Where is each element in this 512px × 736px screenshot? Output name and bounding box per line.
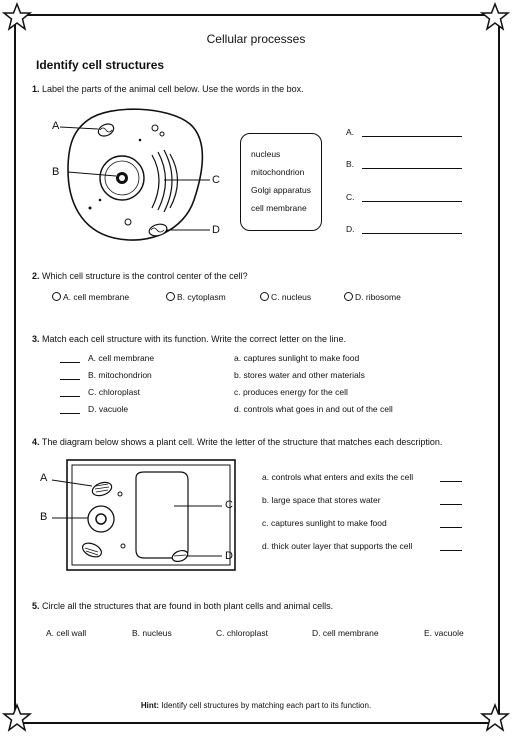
choice-b[interactable]: B. nucleus [132, 628, 172, 638]
answer-line-b[interactable] [362, 168, 462, 169]
radio-circle-icon[interactable] [166, 292, 175, 301]
question-text: Match each cell structure with its function. Write the correct letter on the line. [42, 334, 346, 344]
question-3 [32, 334, 346, 344]
answer-label-d: D. [346, 224, 355, 234]
match-structure: C. chloroplast [88, 387, 140, 397]
diagram-label-d: D [212, 224, 220, 236]
star-icon [480, 2, 510, 32]
question-5 [32, 601, 333, 611]
question-number: 1. [32, 84, 40, 94]
choice-e[interactable]: E. vacuole [424, 628, 464, 638]
star-icon [2, 2, 32, 32]
match-answer-line[interactable] [60, 396, 80, 397]
hint-text: Identify cell structures by matching each part to its function. [161, 701, 372, 710]
radio-circle-icon[interactable] [52, 292, 61, 301]
answer-line-c[interactable] [362, 201, 462, 202]
question-text: The diagram below shows a plant cell. Write the letter of the structure that matches each description. [41, 437, 443, 447]
radio-circle-icon[interactable] [344, 292, 353, 301]
word-box-item: Golgi apparatus [251, 185, 312, 195]
radio-circle-icon[interactable] [260, 292, 269, 301]
question-number: 4. [32, 437, 40, 447]
plant-description: a. controls what enters and exits the cell [262, 472, 414, 482]
plant-description: c. captures sunlight to make food [262, 518, 387, 528]
plant-answer-line[interactable] [440, 550, 462, 551]
answer-line-d[interactable] [362, 233, 462, 234]
match-function: d. controls what goes in and out of the cell [234, 404, 393, 414]
word-box [240, 133, 322, 231]
question-text: Circle all the structures that are found in both plant cells and animal cells. [42, 601, 334, 611]
match-function: a. captures sunlight to make food [234, 353, 360, 363]
diagram-label-b: B [52, 166, 60, 178]
match-structure: D. vacuole [88, 404, 129, 414]
option-c[interactable]: C. nucleus [260, 292, 311, 302]
question-number: 3. [32, 334, 40, 344]
question-1 [32, 84, 304, 94]
answer-line-a[interactable] [362, 136, 462, 137]
plant-label-b: B [40, 511, 48, 523]
plant-description: d. thick outer layer that supports the cell [262, 541, 413, 551]
option-d[interactable]: D. ribosome [344, 292, 401, 302]
diagram-label-c: C [212, 174, 220, 186]
answer-label-c: C. [346, 192, 355, 202]
hint [0, 701, 512, 710]
question-number: 2. [32, 271, 40, 281]
match-structure: B. mitochondrion [88, 370, 152, 380]
plant-answer-line[interactable] [440, 527, 462, 528]
plant-label-a: A [40, 472, 48, 484]
match-answer-line[interactable] [60, 413, 80, 414]
question-number: 5. [32, 601, 40, 611]
answer-label-a: A. [346, 127, 355, 137]
option-a[interactable]: A. cell membrane [52, 292, 129, 302]
page-title: Cellular processes [206, 32, 306, 46]
word-box-item: nucleus [251, 149, 281, 159]
word-box-item: mitochondrion [251, 167, 305, 177]
section-heading: Identify cell structures [36, 58, 165, 72]
word-box-item: cell membrane [251, 203, 307, 213]
question-text: Which cell structure is the control center of the cell? [42, 271, 248, 281]
plant-answer-line[interactable] [440, 504, 462, 505]
choice-d[interactable]: D. cell membrane [312, 628, 379, 638]
match-function: c. produces energy for the cell [234, 387, 348, 397]
animal-cell-diagram [40, 100, 240, 250]
plant-description: b. large space that stores water [262, 495, 381, 505]
match-answer-line[interactable] [60, 379, 80, 380]
match-answer-line[interactable] [60, 362, 80, 363]
plant-label-d: D [225, 550, 233, 562]
answer-label-b: B. [346, 159, 355, 169]
plant-cell-diagram [40, 456, 240, 576]
option-b[interactable]: B. cytoplasm [166, 292, 226, 302]
match-function: b. stores water and other materials [234, 370, 365, 380]
plant-label-c: C [225, 499, 233, 511]
plant-answer-line[interactable] [440, 481, 462, 482]
question-text: Label the parts of the animal cell below. Use the words in the box. [42, 84, 304, 94]
question-4 [32, 437, 442, 447]
diagram-label-a: A [52, 120, 60, 132]
question-2 [32, 271, 248, 281]
choice-c[interactable]: C. chloroplast [216, 628, 268, 638]
hint-label: Hint: [140, 701, 160, 710]
match-structure: A. cell membrane [88, 353, 155, 363]
choice-a[interactable]: A. cell wall [46, 628, 87, 638]
